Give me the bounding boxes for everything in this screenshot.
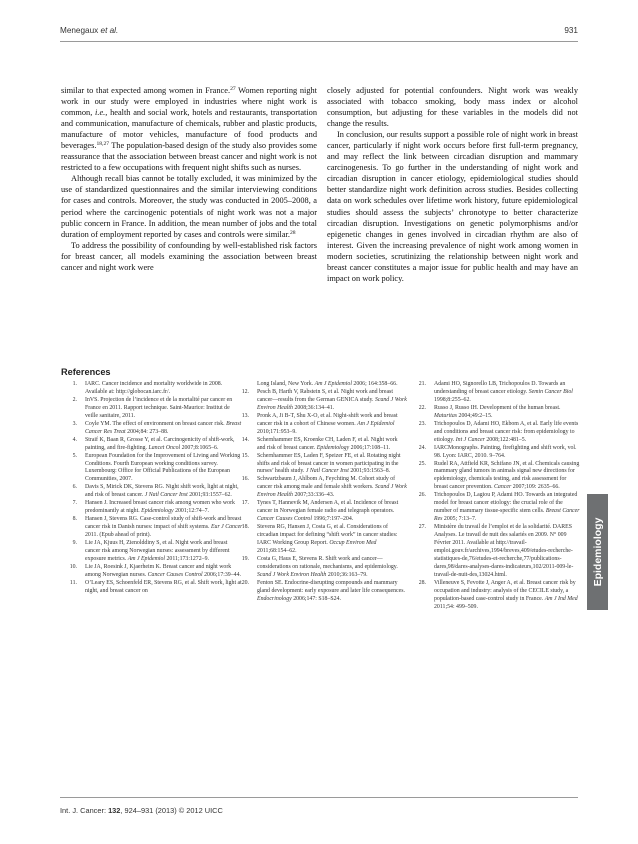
reference-text: Hansen J, Stevens RG. Case-control study of shift-work and breast cancer risk in Danish nurses: impact of shift systems. Eur J Cancer 2011. (Epub ahead of print).: [85, 516, 243, 539]
body-paragraph: To address the possibility of confounding by well-established risk factors for breast cancer, all models examining the association between breast cancer and night work were: [61, 240, 317, 272]
reference-number: 5.: [72, 452, 77, 459]
reference-number: 3.: [72, 420, 77, 427]
reference-text: Coyle YM. The effect of environment on breast cancer risk. Breast Cancer Res Treat 2004;84: 273–88.: [85, 420, 242, 435]
citation-superscript: 28: [289, 229, 296, 236]
footer-pages-copyright: , 924–931 (2013) © 2012 UICC: [120, 806, 223, 815]
italic-text: Cancer Causes Control: [257, 516, 312, 523]
reference-number: 13.: [241, 412, 249, 419]
reference-item: [412, 421, 580, 445]
authors-name: Menegaux: [60, 26, 101, 35]
running-head-authors: [60, 26, 118, 35]
reference-number: 18.: [241, 524, 249, 531]
reference-item: [235, 580, 407, 604]
italic-text: Am J Epidemiol: [357, 420, 395, 427]
reference-item: [235, 556, 407, 580]
reference-text: Ministère du travail de l’emploi et de la solidarité. DARES Analyses. Le travail de nuit des salariés en 2009. N° 009 Février 2011. Available at http://travail-emploi.gouv.fr/archives,1994/breves,409/etudes-recherche-statistiques-de,76/etudes-et-recherche,77/publications-dares,98/dares-analyses-dares-indicateurs,102/2011-009-le-travail-de-nuit-des,13024.html.: [434, 524, 574, 578]
italic-text: Scand J Work Environ Health: [257, 484, 407, 499]
reference-text: European Foundation for the Improvement of Living and Working Conditions. Fourth European working conditions survey. Luxembourg: Office for Official Publications of the European Communities, 2007.: [85, 452, 241, 483]
reference-text: Lie JA, Roesink J, Kjaerheim K. Breast cancer and night work among Norwegian nurses. Cancer Causes Control 2006;17:39–44.: [85, 563, 241, 578]
reference-item: [63, 500, 243, 516]
reference-number: 22.: [418, 404, 426, 411]
reference-text: Costa G, Haus E, Stevens R. Shift work and cancer—considerations on rationale, mechanisms, and epidemiology. Scand J Work Environ Health 2010;36:163–79.: [257, 555, 398, 578]
reference-text: IARCMonographs. Painting, firefighting and shift work, vol. 98. Lyon: IARC, 2010. 9–764.: [434, 444, 577, 459]
reference-text: Villeneuve S, Fevotte J, Anger A, et al. Breast cancer risk by occupation and industry: analysis of the CECILE study, a population-based case-control study in France. Am J Ind Med 2011;54: 499–509.: [434, 579, 578, 610]
reference-item: [235, 500, 407, 524]
body-column-right: [327, 85, 578, 284]
reference-number: 16.: [241, 476, 249, 483]
italic-text: Breast Cancer Res Treat: [85, 420, 242, 435]
authors-etal: et al.: [100, 26, 119, 35]
reference-text: Trichopoulos D, Lagiou P, Adami HO. Towards an integrated model for breast cancer etiology: the crucial role of the number of mammary tissue-specific stem cells. Breast Cancer Res 2005; 7:13–7.: [434, 492, 580, 523]
reference-text: Straif K, Baan R, Grosse Y, et al. Carcinogenicity of shift-work, painting, and fire-fighting. Lancet Oncol 2007;8:1065–6.: [85, 436, 235, 451]
body-paragraph: closely adjusted for potential confounders. Night work was weakly associated with tobacco smoking, body mass index or alcohol consumption, but adjusting for these variables in the models did not change the results.: [327, 86, 578, 129]
references-column-1: [63, 381, 243, 596]
reference-number: 21.: [418, 381, 426, 387]
reference-text: Long Island, New York. Am J Epidemiol 2006; 164:358–66.: [257, 381, 398, 387]
references-heading: References: [61, 367, 111, 377]
reference-text: Pronk A, Ji B-T, Shu X-O, et al. Night-shift work and breast cancer risk in a cohort of Chinese women. Am J Epidemiol 2010;171:953–9.: [257, 412, 398, 435]
italic-text: Int J Cancer: [455, 436, 485, 443]
reference-item: [235, 476, 407, 500]
reference-text: O’Leary ES, Schoenfeld ER, Stevens RG, et al. Shift work, light at night, and breast cancer on: [85, 579, 242, 594]
reference-item: [63, 453, 243, 485]
reference-text: Pesch B, Harth V, Rabstein S, et al. Night work and breast cancer—results from the German GENICA study. Scand J Work Environ Health 2008;36:134–41.: [257, 388, 407, 411]
italic-text: Scand J Work Environ Health: [257, 571, 327, 578]
footer-citation: [60, 806, 223, 815]
reference-item: [235, 437, 407, 453]
citation-superscript: 27: [230, 86, 236, 92]
reference-item: [235, 381, 407, 389]
italic-text: Cancer: [494, 484, 512, 491]
italic-text: Am J Ind Med: [544, 595, 578, 602]
section-side-tab: [587, 494, 608, 610]
italic-text: Eur J Cancer: [210, 524, 243, 531]
reference-number: 14.: [241, 436, 249, 443]
reference-item: [235, 389, 407, 413]
italic-text: i.e.: [95, 108, 106, 118]
italic-text: Am J Epidemiol: [127, 555, 166, 562]
reference-item: [412, 445, 580, 461]
reference-number: 10.: [69, 563, 77, 570]
italic-text: J Natl Cancer Inst: [305, 468, 349, 475]
reference-number: 2.: [72, 396, 77, 403]
italic-text: Cancer Causes Control: [147, 571, 203, 578]
reference-item: [235, 453, 407, 477]
footer-volume: 132: [108, 806, 121, 815]
reference-text: Hansen J. Increased breast cancer risk among women who work predominantly at night. Epidemiology 2001;12:74–7.: [85, 500, 235, 515]
reference-number: 12.: [241, 388, 249, 395]
reference-item: [63, 484, 243, 500]
reference-number: 24.: [418, 444, 426, 451]
reference-text: Davis S, Mirick DK, Stevens RG. Night shift work, light at night, and risk of breast cancer. J Natl Cancer Inst 2001;93:1557–62.: [85, 484, 239, 499]
reference-item: [412, 381, 580, 405]
reference-text: Tynes T, Hannevik M, Andersen A, et al. Incidence of breast cancer in Norwegian female radio and telegraph operators. Cancer Causes Control 1996;7:197–204.: [257, 500, 399, 523]
reference-item: [63, 381, 243, 397]
body-paragraph: Although recall bias cannot be totally excluded, it was minimized by the use of standardized questionnaires and the similar interviewing conditions for cases and controls. Moreover, the study was conducted in 2005–2008, a period where the carcinogenic potentials of night work was not a major public concern in France. In addition, the mean number of jobs and the total duration of employment reported by cases and controls were similar.$^{28}$: [61, 174, 317, 239]
italic-text: Scand J Work Environ Health: [257, 396, 407, 411]
reference-text: Schernhammer ES, Laden F, Speizer FE, et al. Rotating night shifts and risk of breast cancer in women participating in the nurses’ health study. J Natl Cancer Inst 2001;93:1563–8.: [257, 452, 401, 475]
reference-item: [412, 405, 580, 421]
reference-item: [412, 524, 580, 580]
italic-text: Breast Cancer Res: [434, 508, 580, 523]
reference-text: Trichopoulos D, Adami HO, Ekbom A, et al. Early life events and conditions and breast cancer risk: from epidemiology to etiology. Int J Cancer 2008;122:481–5.: [434, 420, 579, 443]
reference-number: 19.: [241, 555, 249, 562]
reference-item: [63, 397, 243, 421]
header-divider: [60, 41, 578, 42]
reference-number: 15.: [241, 452, 249, 459]
italic-text: Epidemiology: [316, 444, 350, 451]
reference-item: [63, 580, 243, 596]
reference-text: Fenton SE. Endocrine-disrupting compounds and mammary gland development: early exposure and later life consequences. Endocrinology 2006;147: S18–S24.: [257, 579, 405, 602]
reference-number: 6.: [72, 484, 77, 491]
footer-journal: Int. J. Cancer:: [60, 806, 109, 815]
reference-item: [63, 564, 243, 580]
italic-text: Lancet Oncol: [148, 444, 181, 451]
reference-item: [63, 421, 243, 437]
body-column-left: [61, 85, 317, 273]
reference-text: Schernhammer ES, Kroenke CH, Laden F, et al. Night work and risk of breast cancer. Epidemiology 2006;17:108–11.: [257, 436, 398, 451]
body-paragraph: In conclusion, our results support a possible role of night work in breast cancer, particularly if night work occurs before first full-term pregnancy, and may reflect the link between circadian disruption and mammary carcinogenesis. To go further in the understanding of night work and circadian disruption in cancer etiology, epidemiological studies should better standardize night work definition across studies. Besides collecting data on work schedules over lifetime work history, future epidemiological studies should assess the subjects’ chronotype to better characterize circadian disruption. Investigations on genetic polymorphisms and/or epigenetic changes in genes involved in circadian rhythm are also of interest. Given the increasing prevalence of night work among women in modern societies, scrutinizing the relationship between night work and breast cancer constitutes a major issue for public health and may have an impact on work policy.: [327, 130, 578, 283]
running-head: [60, 26, 578, 36]
italic-text: Am J Epidemiol: [314, 381, 352, 387]
references-column-3: [412, 381, 580, 612]
reference-item: [63, 540, 243, 564]
reference-number: 28.: [418, 579, 426, 586]
reference-text: Lie JA, Kjuus H, Zienolddiny S, et al. Night work and breast cancer risk among Norwegian nurses: assessment by different exposure metrics. Am J Epidemiol 2011;173:1272–9.: [85, 540, 230, 562]
reference-text: InVS. Projection de l’incidence et de la mortalité par cancer en France en 2011. Rapport technique. Saint-Maurice: Institut de veille sanitaire, 2011.: [85, 396, 233, 419]
italic-text: Endocrinology: [257, 595, 292, 602]
reference-number: 26.: [418, 492, 426, 499]
reference-number: 11.: [69, 579, 77, 586]
reference-text: Stevens RG, Hansen J, Costa G, et al. Considerations of circadian impact for defining “shift work” in cancer studies: IARC Working Group Report. Occup Environ Med 2011;68:154–62.: [257, 524, 398, 555]
reference-number: 1.: [72, 381, 77, 387]
italic-text: Semin Cancer Biol: [528, 388, 573, 395]
reference-number: 9.: [72, 540, 77, 547]
reference-text: Adami HO, Signorello LB, Trichopoulos D. Towards an understanding of breast cancer etiology. Semin Cancer Biol 1998;8:255–62.: [434, 381, 573, 403]
reference-number: 23.: [418, 420, 426, 427]
reference-text: Russo J, Russo IH. Development of the human breast. Maturitas 2004;49:2–15.: [434, 404, 561, 419]
reference-item: [412, 461, 580, 493]
reference-number: 7.: [72, 500, 77, 507]
italic-text: J Natl Cancer Inst: [144, 492, 188, 499]
reference-item: [412, 492, 580, 524]
reference-text: Rudel RA, Attfield KR, Schifano JN, et al. Chemicals causing mammary gland tumors in animals signal new directions for epidemiology, chemicals testing, and risk assessment for breast cancer prevention. Cancer 2007;109: 2635–66.: [434, 460, 580, 491]
reference-text: Schwartzbaum J, Ahlbom A, Feychting M. Cohort study of cancer risk among male and female shift workers. Scand J Work Environ Health 2007;33:336–43.: [257, 476, 407, 499]
footer-divider: [60, 797, 578, 798]
references-column-2: [235, 381, 407, 604]
reference-item: [63, 437, 243, 453]
reference-item: [63, 516, 243, 540]
reference-number: 25.: [418, 460, 426, 467]
italic-text: Maturitas: [434, 412, 458, 419]
reference-item: [235, 524, 407, 556]
reference-number: 20.: [241, 579, 249, 586]
reference-number: 17.: [241, 500, 249, 507]
reference-number: 4.: [72, 436, 77, 443]
body-paragraph: similar to that expected among women in France.$^{27}$ Women reporting night work in our study were employed in industries where night work is common, i.e., health and social work, hotels and restaurants, transportation and communication, manufacture of chemicals, rubber and plastic products, manufacture of motor vehicles, manufacture of food products and beverages.$^{18,27}$ The population-based design of the study also provides some reassurance that the association between breast cancer and night work is not restricted to a few occupations with frequent night shifts such as nurses.: [61, 86, 318, 173]
reference-number: 8.: [72, 516, 77, 523]
italic-text: Occup Environ Med: [329, 540, 377, 547]
reference-item: [235, 413, 407, 437]
section-side-tab-label: Epidemiology: [591, 517, 604, 587]
italic-text: Epidemiology: [141, 508, 174, 515]
citation-superscript: 18,27: [96, 141, 110, 148]
page-number: 931: [564, 26, 578, 35]
reference-item: [412, 580, 580, 612]
reference-text: IARC. Cancer incidence and mortality worldwide in 2008. Available at: http://globocan.iarc.fr/.: [85, 381, 223, 395]
reference-number: 27.: [418, 524, 426, 531]
